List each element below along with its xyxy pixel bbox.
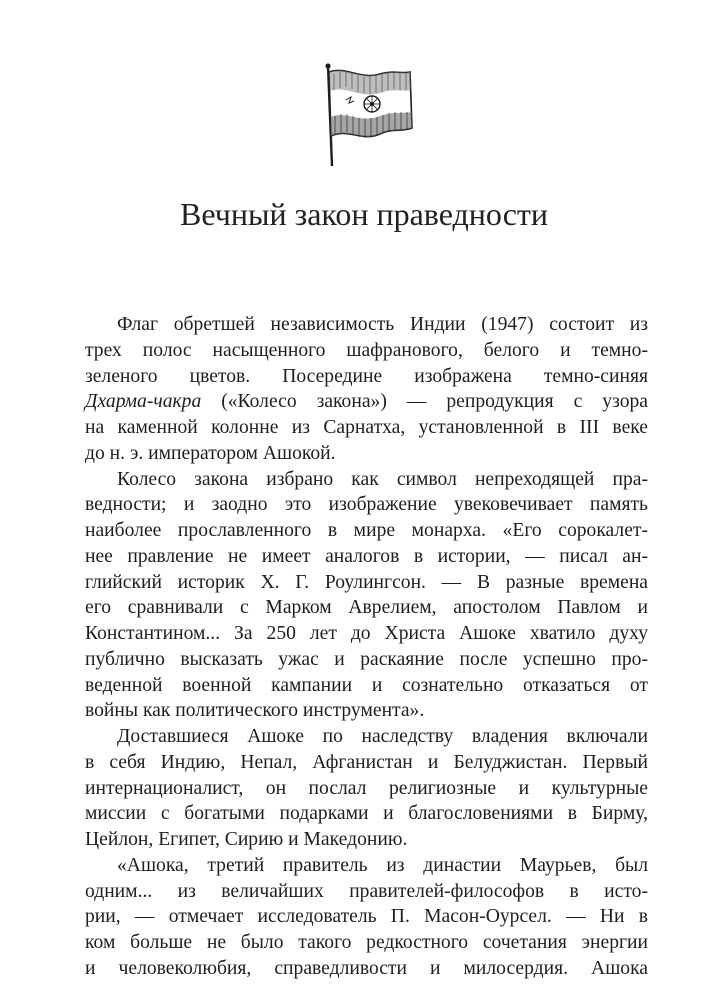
text-line: ведности; и заодно это изображение увековечивает память <box>85 494 648 516</box>
text-line: рии, — отмечает исследователь П. Масон-Оурсел. — Ни в <box>85 906 648 928</box>
text-line: публично высказать ужас и раскаяние после успешно про- <box>85 648 648 670</box>
text-line: «Ашока, третий правитель из династии Маурьев, был <box>117 854 648 876</box>
flag-icon <box>298 62 418 168</box>
text-line: Флаг обретшей независимость Индии (1947) состоит из <box>117 314 648 335</box>
text-line: трех полос насыщенного шафранового, белого и темно- <box>85 339 648 361</box>
text-line: миссии с богатыми подарками и благословениями в Бирму, <box>85 803 648 825</box>
paragraph <box>85 853 648 982</box>
paragraph <box>85 467 648 725</box>
text-line: его сравнивали с Марком Аврелием, апостолом Павлом и <box>85 597 648 619</box>
text-line: Цейлон, Египет, Сирию и Македонию. <box>85 829 408 850</box>
paragraph <box>85 312 648 467</box>
text-fragment: («Колесо закона») — репродукция с узора <box>201 391 648 413</box>
text-line: Колесо закона избрано как символ непреходящей пра- <box>117 468 648 490</box>
chapter-title: Вечный закон праведности <box>179 196 549 232</box>
text-line: на каменной колонне из Сарнатха, установленной в III веке <box>85 417 648 438</box>
text-line: наиболее прославленного в мире монарха. «Его сорокалет- <box>85 520 648 541</box>
text-line: до н. э. императором Ашокой. <box>85 442 336 464</box>
text-line: в себя Индию, Непал, Афганистан и Белуджистан. Первый <box>85 751 648 773</box>
text-line: зеленого цветов. Посередине изображена темно-синяя <box>85 365 648 387</box>
text-line: интернационалист, он послал религиозные и культурные <box>85 777 648 799</box>
text-line: и человеколюбия, справедливости и милосердия. Ашока <box>85 957 648 979</box>
text-line: ком больше не было такого редкостного сочетания энергии <box>85 932 648 953</box>
paragraph <box>85 724 648 853</box>
text-line: глийский историк Х. Г. Роулингсон. — В разные времена <box>85 571 648 593</box>
italic-term: Дхарма-чакра <box>85 391 202 413</box>
text-line: нее правление не имеет аналогов в истории, — писал ан- <box>85 545 648 567</box>
text-line: Константином... За 250 лет до Христа Ашоке хватило духу <box>85 623 648 644</box>
text-line <box>85 389 648 415</box>
chakra-icon <box>364 96 380 112</box>
text-line: веденной военной кампании и сознательно отказаться от <box>85 674 648 696</box>
text-line: войны как политического инструмента». <box>85 700 425 722</box>
chapter-body <box>85 312 648 982</box>
text-line: одним... из величайших правителей-философов в исто- <box>85 880 648 902</box>
text-line: Доставшиеся Ашоке по наследству владения включали <box>117 726 648 747</box>
